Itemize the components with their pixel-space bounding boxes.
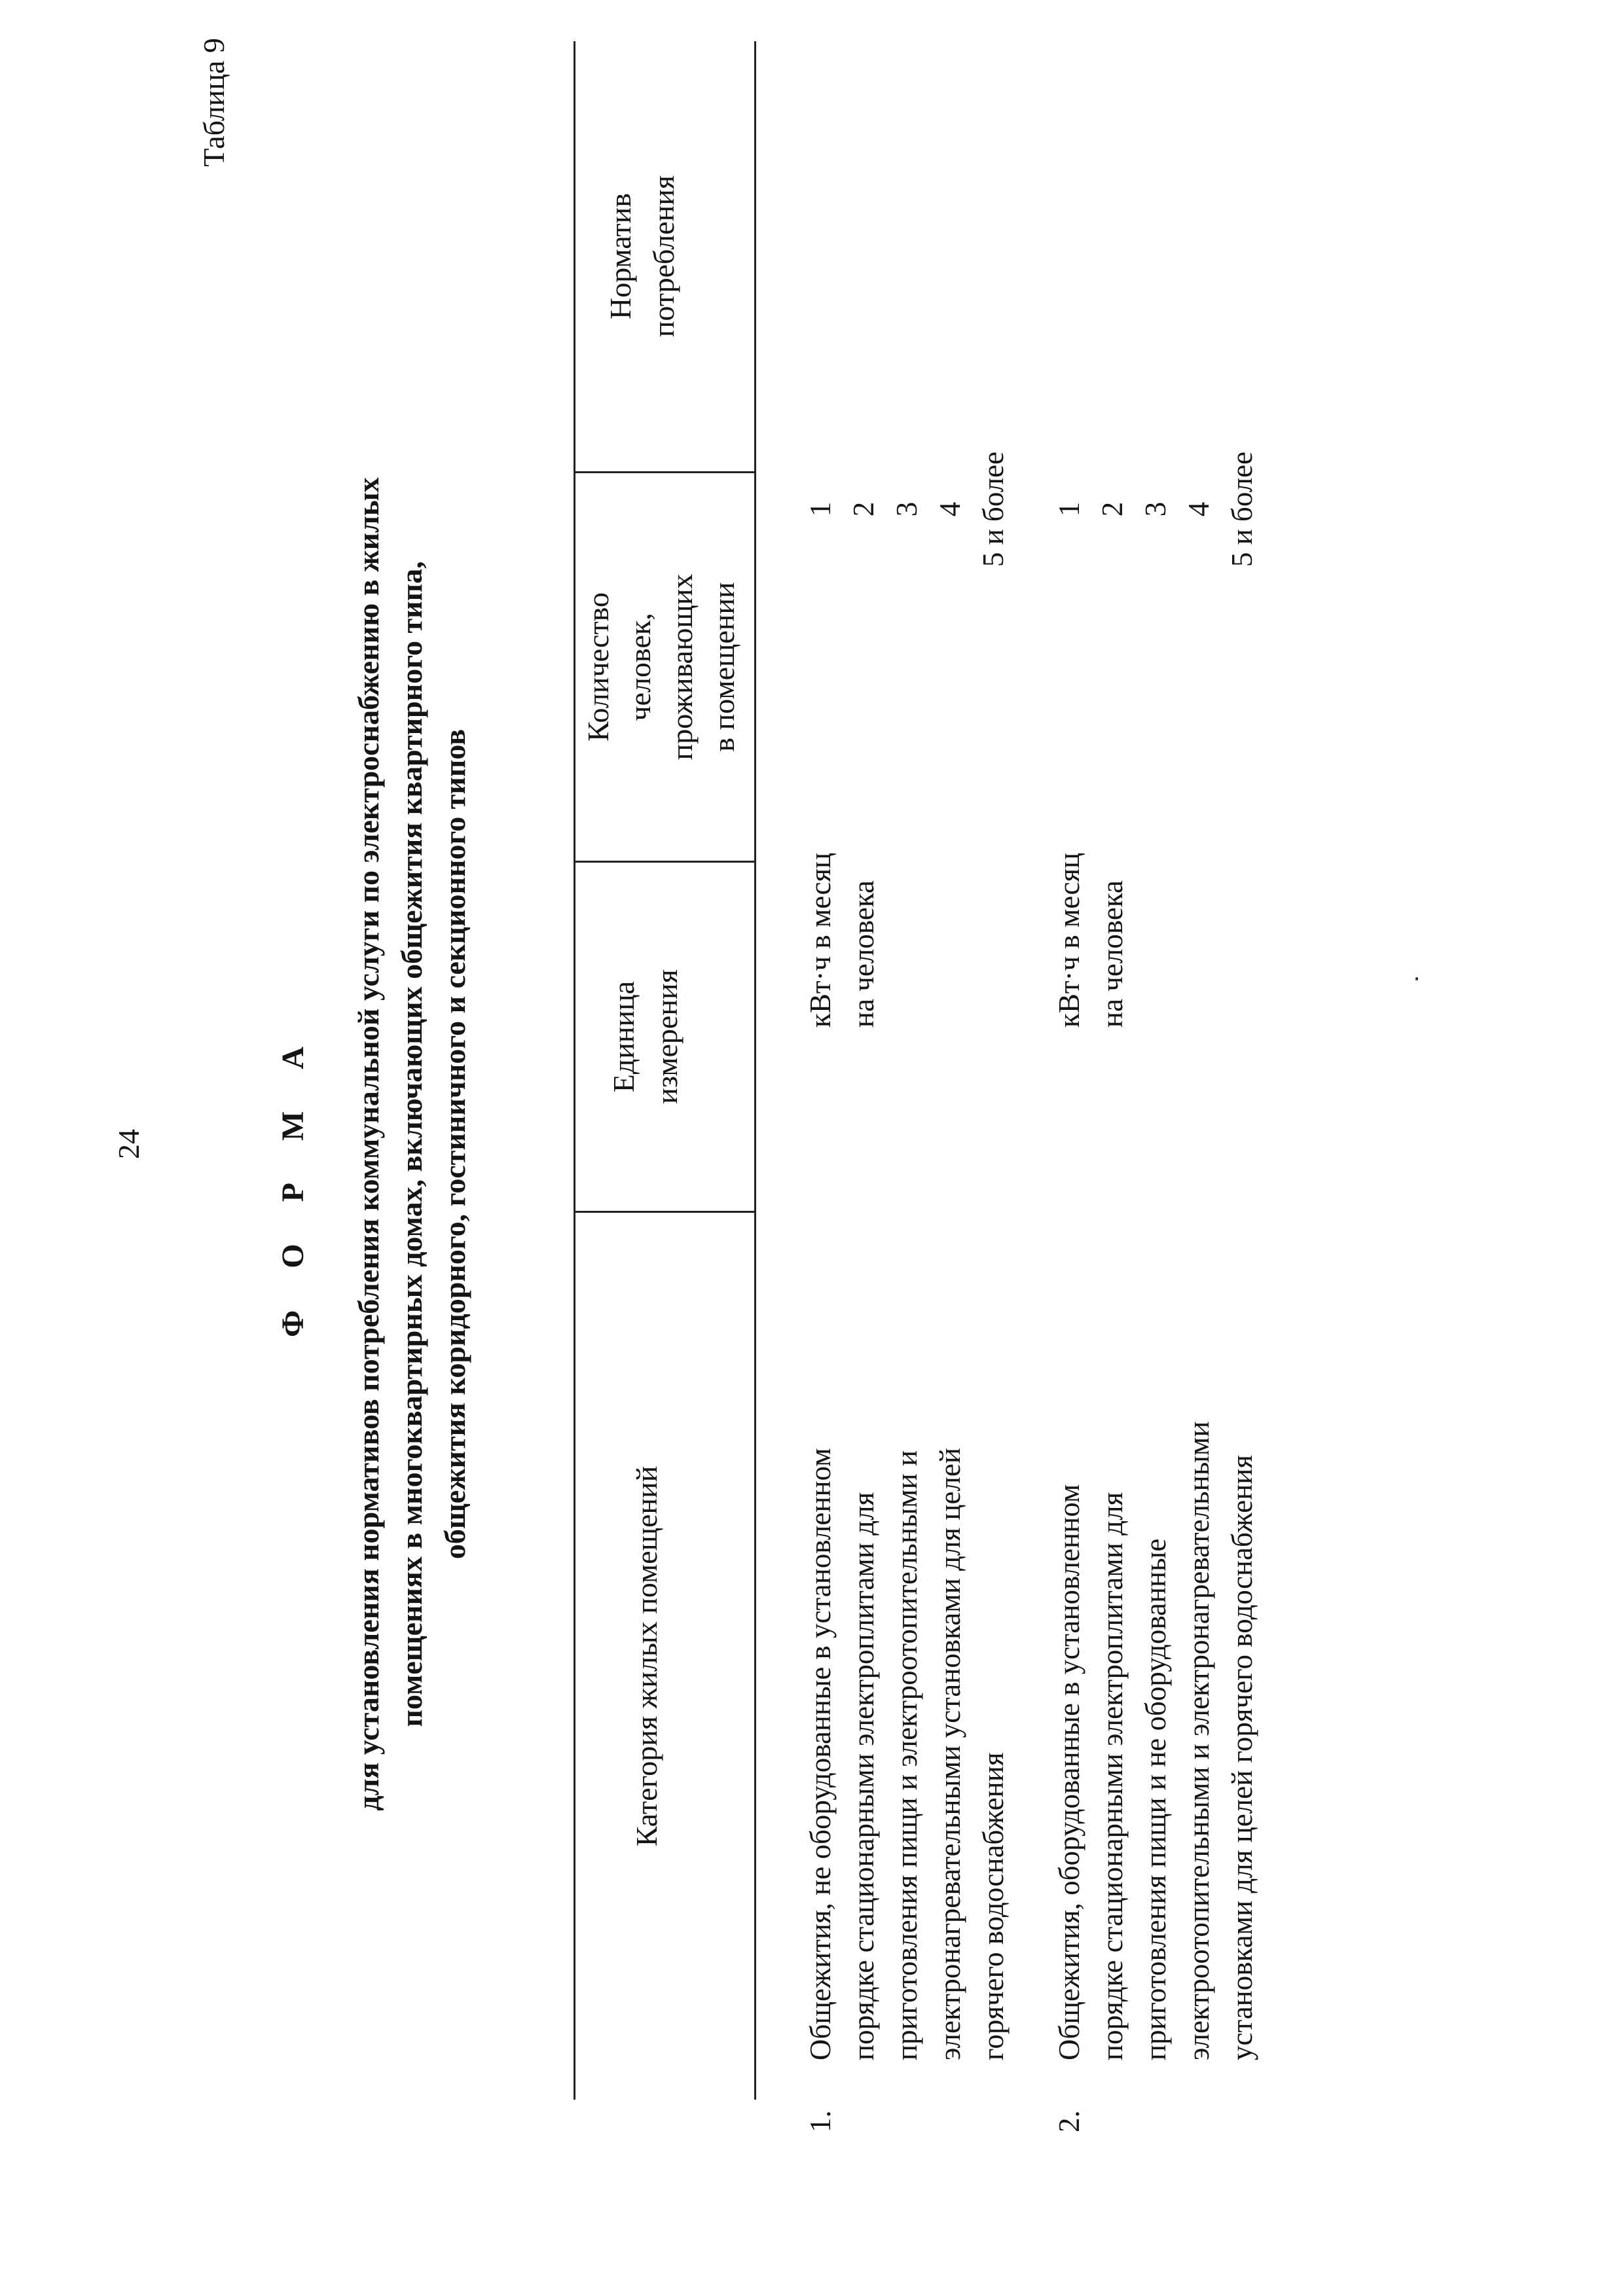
persons-value: 5 и более [1226,451,1258,567]
header-category: Категория жилых помещений [630,1465,663,1847]
header-persons-line: Количество [581,592,615,742]
header-persons-line: человек, [623,613,657,721]
unit-line: кВт·ч в месяц [1053,852,1085,1028]
table-header-border [754,41,756,2100]
category-line: электронагревательными установками для целей [934,1448,966,2060]
table-row [1048,41,1270,2132]
header-unit-line: измерения [650,969,684,1104]
header-persons-line: в помещении [707,582,740,752]
unit-line: на человека [847,880,880,1028]
subtitle-line: для установления нормативов потребления коммунальной услуги по электроснабжению в жилых [352,477,385,1811]
row-category [1048,1039,1264,2060]
persons-value: 1 [1053,501,1085,517]
table-top-border [574,41,575,2100]
persons-value: 5 и более [977,451,1010,567]
persons-value: 1 [804,501,837,517]
row-number: 1. [804,2110,837,2132]
header-unit [602,863,689,1211]
unit-line: на человека [1096,880,1129,1028]
persons-value: 2 [1096,501,1129,517]
row-category [799,1039,1015,2060]
persons-value: 2 [847,501,880,517]
subtitle-line: общежития коридорного, гостиничного и секционного типов [438,728,471,1560]
category-line: приготовления пищи и не оборудованные [1139,1538,1172,2060]
row-unit [1048,713,1134,1028]
header-norm-line: потребления [647,175,680,338]
category-line: горячего водоснабжения [977,1752,1010,2060]
header-persons-line: проживающих [665,573,699,761]
row-number: 2. [1053,2110,1085,2132]
category-line: электроотопительными и электронагревательными [1182,1421,1215,2060]
unit-line: кВт·ч в месяц [804,852,837,1028]
row-persons [799,326,1015,692]
scan-speck [1415,977,1418,980]
category-line: установками для целей горячего водоснабжения [1226,1454,1258,2060]
persons-value: 3 [1139,501,1172,517]
persons-value: 4 [1182,501,1215,517]
header-norm [599,41,685,471]
table-label: Таблица 9 [197,38,230,167]
category-line: порядке стационарными электроплитами для [847,1492,880,2060]
subtitle-line: помещениях в многоквартирных домах, включающих общежития квартирного типа, [395,561,428,1727]
header-unit-line: Единица [607,980,640,1093]
header-persons [577,473,745,861]
category-line: Общежития, не оборудованные в установленном [804,1448,837,2060]
page-number: 24 [112,1129,145,1159]
table-row [799,41,1021,2132]
category-line: приготовления пищи и электроотопительными и [890,1450,923,2060]
category-line: Общежития, оборудованные в установленном [1053,1484,1085,2060]
row-persons [1048,326,1264,692]
row-unit [799,713,885,1028]
header-norm-line: Норматив [604,193,637,319]
persons-value: 4 [934,501,966,517]
form-title: Ф О Р М А [276,1030,310,1337]
form-subtitle [347,359,477,1929]
persons-value: 3 [890,501,923,517]
category-line: порядке стационарными электроплитами для [1096,1492,1129,2060]
